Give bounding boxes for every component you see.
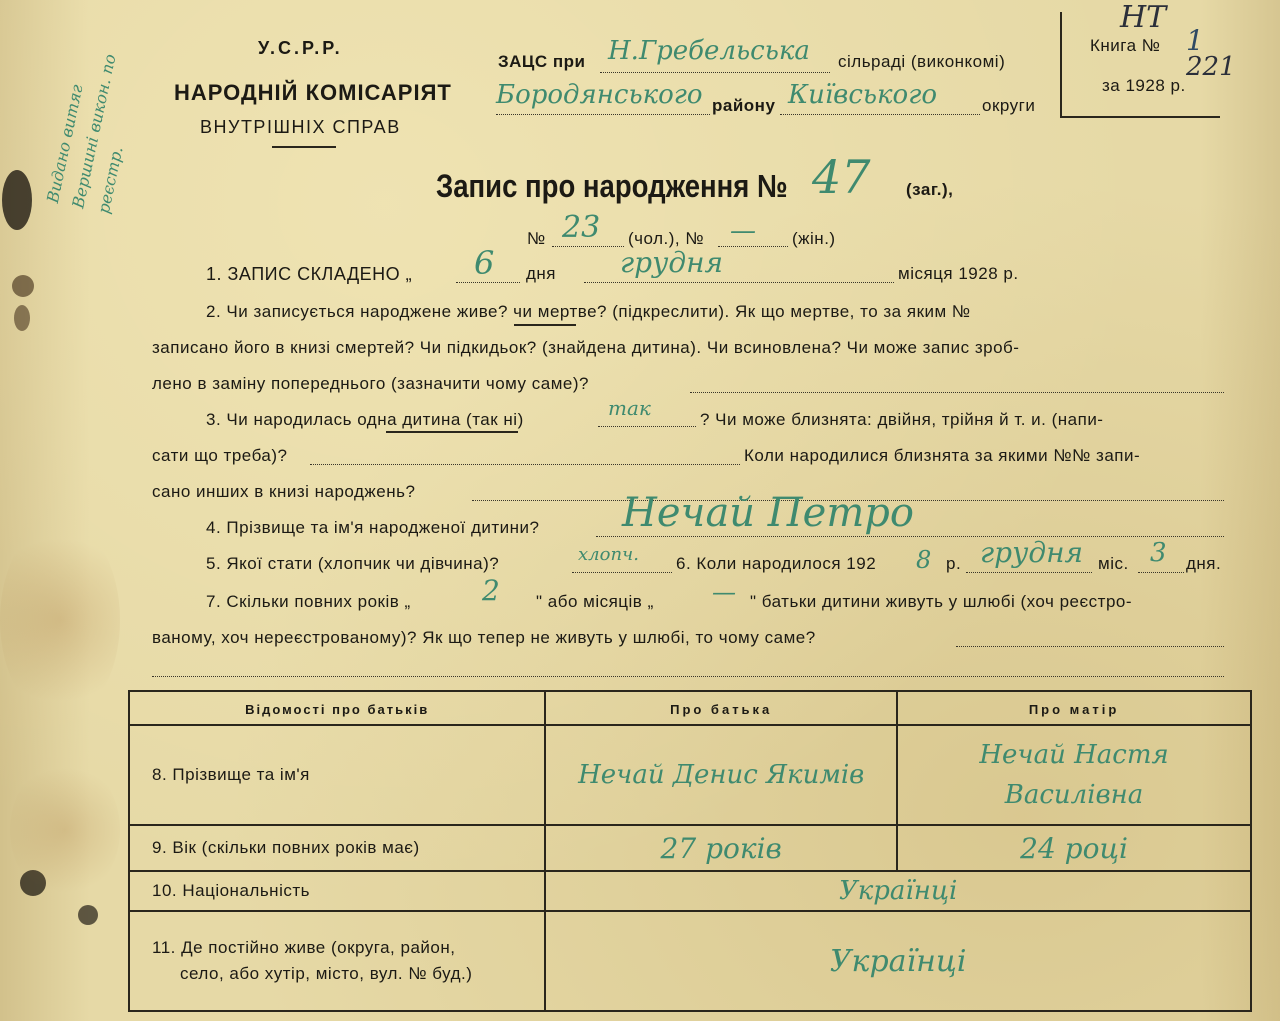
table-header-row: [129, 691, 1251, 725]
father-age: 27 років: [660, 831, 782, 865]
table-row: [129, 911, 1251, 1011]
commissariat-title: НАРОДНІЙ КОМІСАРІЯТ: [174, 80, 452, 105]
one-child-underline: [386, 431, 518, 433]
male-number-suffix: (чол.), №: [628, 229, 705, 248]
father-cell: [545, 725, 897, 825]
q3-answer: так: [608, 396, 651, 420]
q7-rest: " батьки дитини живуть у шлюбі (хоч реєстро-: [750, 592, 1133, 611]
mother-name: Нечай Настя Василівна: [979, 740, 1169, 810]
water-stain: [0, 520, 120, 720]
q7-line2: ваному, хоч нереєстрованому)? Як що тепер не живуть у шлюбі, то чому саме?: [152, 628, 816, 647]
q6-label: 6. Коли народилося 192: [676, 554, 877, 573]
record-suffix: (заг.),: [906, 180, 954, 199]
q1-day-line: [456, 282, 520, 283]
q3-line1: 3. Чи народилась одна дитина (так ні): [206, 410, 524, 429]
residence-value: Українці: [829, 943, 967, 979]
alive-underline: [514, 324, 576, 326]
table-header-label: Відомості про батьків: [245, 701, 430, 717]
row-label: 10. Національність: [152, 881, 310, 900]
q7-years: 2: [482, 574, 500, 607]
child-name-line: [596, 536, 1224, 537]
q5-label: 5. Якої стати (хлопчик чи дівчина)?: [206, 554, 500, 573]
table-header-cell: [545, 691, 897, 725]
nationality-value: Українці: [838, 876, 958, 906]
ink-blot: [12, 275, 34, 297]
ink-blot: [14, 305, 30, 331]
q3-line2a: сати що треба)?: [152, 446, 288, 465]
row-label-cell: [129, 825, 545, 871]
q6-month: грудня: [980, 536, 1084, 569]
female-number-line: [718, 246, 788, 247]
parents-table: [128, 690, 1252, 1012]
q3-answer-line: [598, 426, 696, 427]
q1-day-word: дня: [526, 264, 557, 283]
father-name: Нечай Денис Якимів: [578, 760, 865, 790]
q7-months: —: [712, 578, 736, 606]
book-year: за 1928 р.: [1102, 76, 1186, 95]
q7-line3: [152, 676, 1224, 677]
q5-answer: хлопч.: [578, 544, 639, 565]
q2-answer-line: [690, 392, 1224, 393]
ink-blot: [2, 170, 32, 230]
row-label: 8. Прізвище та ім'я: [152, 765, 310, 784]
table-row: [129, 825, 1251, 871]
q7-label: 7. Скільки повних років „: [206, 592, 411, 611]
book-label: Книга №: [1090, 36, 1161, 55]
table-row: [129, 725, 1251, 825]
q1-day: 6: [474, 244, 495, 282]
zags-label: ЗАЦС при: [498, 52, 586, 71]
male-number: 23: [562, 210, 601, 245]
q3-line2-gap: [310, 464, 740, 465]
q5-answer-line: [572, 572, 672, 573]
q6-r: р.: [946, 554, 962, 573]
zags-village: Н.Гребельська: [608, 36, 810, 66]
header-divider: [272, 146, 336, 148]
row-label-cell: [129, 725, 545, 825]
book-box-left: [1060, 12, 1062, 118]
zags-council: сільраді (виконкомі): [838, 52, 1006, 71]
water-stain: [10, 760, 120, 900]
record-number: 47: [812, 150, 871, 204]
q6-day-line: [1138, 572, 1184, 573]
q2-line1: 2. Чи записується народжене живе? чи мертве? (підкреслити). Як що мертве, то за яким №: [206, 302, 971, 321]
male-number-line: [552, 246, 624, 247]
q2-line2: записано його в книзі смертей? Чи підкидьок? (знайдена дитина). Чи всиновлена? Чи може запис зроб-: [152, 338, 1020, 357]
q7-line2-gap: [956, 646, 1224, 647]
q1-month: грудня: [620, 246, 724, 279]
q1-label: 1. ЗАПИС СКЛАДЕНО „: [206, 264, 413, 284]
q6-dnia: дня.: [1186, 554, 1222, 573]
q6-year-digit: 8: [916, 546, 932, 574]
row-label: 11. Де постійно живе (округа, район,: [152, 938, 456, 957]
okrug-label: округи: [982, 96, 1036, 115]
mother-cell: [897, 725, 1251, 825]
okrug-line: [780, 114, 980, 115]
residence-cell: [545, 911, 1251, 1011]
row-label-cell: [129, 871, 545, 911]
mother-column-header: Про матір: [1028, 701, 1120, 717]
row-label: 9. Вік (скільки повних років має): [152, 838, 420, 857]
okrug-name: Київського: [788, 80, 938, 110]
q1-month-line: [584, 282, 894, 283]
book-box-bottom: [1060, 116, 1220, 118]
department-title: ВНУТРІШНІХ СПРАВ: [200, 117, 401, 137]
q3-line2b: Коли народилися близнята за якими №№ запи-: [744, 446, 1141, 465]
record-title: Запис про народження №: [436, 168, 788, 204]
q6-day: 3: [1150, 538, 1167, 568]
book-number: 1: [1186, 24, 1204, 57]
table-row: [129, 871, 1251, 911]
q6-month-line: [966, 572, 1092, 573]
q6-mis: міс.: [1098, 554, 1129, 573]
mother-cell: [897, 825, 1251, 871]
q3-line1b: ? Чи може близнята: двійня, трійня й т. и. (напи-: [700, 410, 1104, 429]
margin-note: Видано витяг Вершині викон. по реєстр.: [42, 52, 127, 216]
row-label-continued: село, або хутір, місто, вул. № буд.): [180, 964, 473, 983]
male-number-label: №: [527, 229, 546, 248]
corner-number: 221: [1186, 52, 1236, 82]
table-header-cell: [897, 691, 1251, 725]
child-name: Нечай Петро: [622, 490, 914, 536]
corner-code: НТ: [1120, 0, 1167, 35]
q7-mid: " або місяців „: [536, 592, 654, 611]
state-title: У.С.Р.Р.: [258, 38, 343, 58]
father-cell: [545, 825, 897, 871]
table-header-cell: [129, 691, 545, 725]
q1-month-word: місяця 1928 р.: [898, 264, 1019, 283]
q3-line3: сано инших в книзі народжень?: [152, 482, 416, 501]
nationality-cell: [545, 871, 1251, 911]
female-number-suffix: (жін.): [792, 229, 836, 248]
father-column-header: Про батька: [670, 701, 773, 717]
q2-line3: лено в заміну попереднього (зазначити чому саме)?: [152, 374, 589, 393]
district-label: району: [712, 96, 776, 115]
mother-age: 24 році: [1020, 831, 1128, 865]
district-line: [496, 114, 710, 115]
zags-village-line: [600, 72, 830, 73]
district-name: Бородянського: [496, 80, 703, 110]
q4-label: 4. Прізвище та ім'я народженої дитини?: [206, 518, 540, 537]
row-label-cell: [129, 911, 545, 1011]
ink-blot: [78, 905, 98, 925]
female-number: —: [730, 216, 756, 246]
